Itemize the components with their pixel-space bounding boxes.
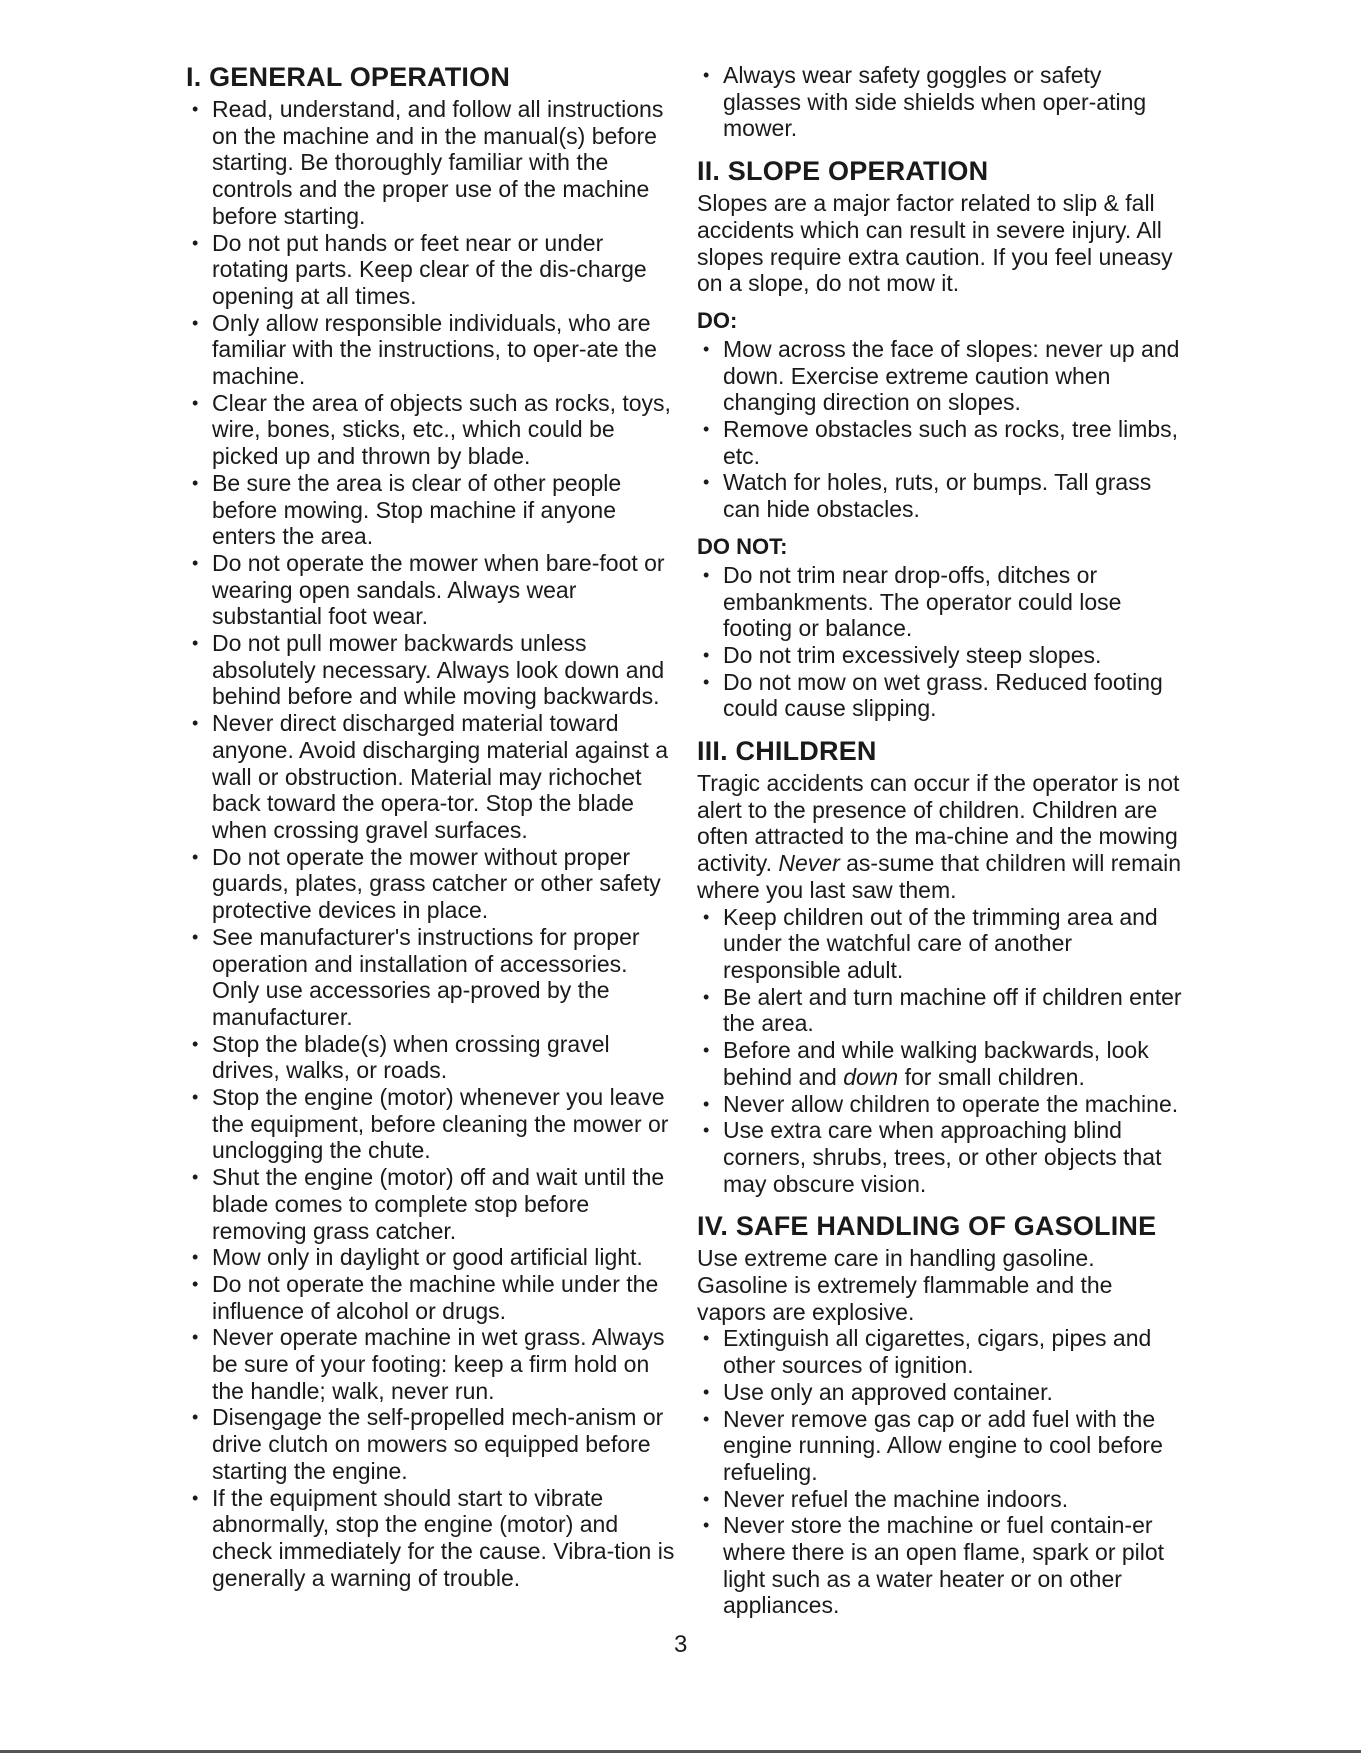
right-column (697, 62, 1182, 1619)
list-item: • Do not trim excessively steep slopes. (703, 641, 1102, 668)
bullet-icon: • (192, 1167, 199, 1188)
list-item: • Do not operate the mower without proper guards, plates, grass catcher or other safety protective devices in place. (192, 843, 661, 924)
list-item: • Stop the engine (motor) whenever you leave the equipment, before cleaning the mower or unclogging the chute. (192, 1084, 669, 1164)
children-intro: Tragic accidents can occur if the operator is not alert to the presence of children. Children are often attracted to the ma-chine and the mowing activity. Never as-sume that children will remain where you last saw them. (697, 770, 1182, 903)
left-column (186, 62, 676, 1591)
bullet-icon: • (703, 1408, 710, 1429)
bullet-icon: • (703, 338, 710, 359)
general-operation-list-continued (697, 62, 1182, 142)
list-item: • Never store the machine or fuel contain-er where there is an open flame, spark or pilot light such as a water heater or on other appliances. (703, 1512, 1165, 1619)
bullet-icon: • (703, 1120, 710, 1141)
bullet-icon: • (703, 1515, 710, 1536)
section-heading-slope-operation: II. SLOPE OPERATION (697, 156, 989, 187)
list-item: • Never refuel the machine indoors. (703, 1485, 1069, 1512)
list-item: • Never remove gas cap or add fuel with the engine running. Allow engine to cool before refueling. (703, 1405, 1163, 1485)
list-item: • Read, understand, and follow all instructions on the machine and in the manual(s) before starting. Be thoroughly familiar with the controls and the proper use of the machine before starting. (192, 96, 664, 229)
page-number: 3 (674, 1631, 688, 1658)
list-item: • Be alert and turn machine off if children enter the area. (703, 983, 1182, 1037)
bullet-icon: • (703, 906, 710, 927)
bullet-icon: • (192, 846, 199, 867)
list-item: • Do not operate the machine while under the influence of alcohol or drugs. (192, 1270, 659, 1324)
list-item: • Watch for holes, ruts, or bumps. Tall grass can hide obstacles. (703, 469, 1152, 523)
list-item: • Never direct discharged material toward anyone. Avoid discharging material against a wall or obstruction. Material may richochet back toward the opera-tor. Stop the blade when crossing gravel surfaces. (192, 710, 669, 843)
list-item: • Keep children out of the trimming area and under the watchful care of another responsible adult. (703, 903, 1158, 983)
bullet-icon: • (703, 671, 710, 692)
do-not-label: DO NOT: (697, 533, 788, 559)
bullet-icon: • (192, 1407, 199, 1428)
bullet-icon: • (192, 312, 199, 333)
list-item: • Never allow children to operate the machine. (703, 1090, 1179, 1117)
slope-do-not-list (697, 562, 1182, 722)
list-item: • Disengage the self-propelled mech-anism or drive clutch on mowers so equipped before starting the engine. (192, 1404, 664, 1484)
slope-intro: Slopes are a major factor related to slip & fall accidents which can result in severe injury. All slopes require extra caution. If you feel uneasy on a slope, do not mow it. (697, 190, 1173, 297)
list-item: • Do not trim near drop-offs, ditches or embankments. The operator could lose footing or balance. (703, 561, 1122, 642)
bullet-icon: • (192, 713, 199, 734)
bullet-icon: • (703, 65, 710, 85)
list-item: • Do not pull mower backwards unless absolutely necessary. Always look down and behind before and while moving backwards. (192, 630, 665, 710)
bullet-icon: • (192, 1273, 199, 1294)
bullet-icon: • (703, 564, 710, 585)
bullet-icon: • (703, 1040, 710, 1061)
bullet-icon: • (703, 1381, 710, 1402)
section-heading-general-operation: I. GENERAL OPERATION (186, 62, 511, 92)
list-item: • Extinguish all cigarettes, cigars, pipes and other sources of ignition. (703, 1325, 1152, 1379)
list-item: • Only allow responsible individuals, who are familiar with the instructions, to oper-ate the machine. (192, 309, 657, 390)
gasoline-list (697, 1325, 1182, 1619)
bullet-icon: • (192, 926, 199, 947)
bullet-icon: • (703, 1093, 710, 1114)
section-heading-safe-handling-gasoline: IV. SAFE HANDLING OF GASOLINE (697, 1211, 1157, 1242)
bullet-icon: • (703, 419, 710, 440)
list-item: • Clear the area of objects such as rocks, toys, wire, bones, sticks, etc., which could be picked up and thrown by blade. (192, 389, 671, 470)
bullet-icon: • (192, 552, 199, 573)
list-item: • Shut the engine (motor) off and wait until the blade comes to complete stop before removing grass catcher. (192, 1164, 665, 1244)
bullet-icon: • (192, 1247, 199, 1268)
bullet-icon: • (192, 1087, 199, 1108)
list-item: • Do not mow on wet grass. Reduced footing could cause slipping. (703, 668, 1163, 722)
bullet-icon: • (192, 392, 199, 413)
list-item: • Mow only in daylight or good artificial light. (192, 1244, 643, 1271)
bullet-icon: • (703, 472, 710, 493)
list-item: • Never operate machine in wet grass. Always be sure of your footing: keep a firm hold on the handle; walk, never run. (192, 1324, 665, 1404)
list-item: • If the equipment should start to vibrate abnormally, stop the engine (motor) and check immediately for the cause. Vibra-tion is generally a warning of trouble. (192, 1484, 675, 1591)
bullet-icon: • (192, 1033, 199, 1054)
do-label: DO: (697, 307, 738, 333)
bullet-icon: • (703, 1488, 710, 1509)
list-item: • Use extra care when approaching blind corners, shrubs, trees, or other objects that may obscure vision. (703, 1117, 1162, 1197)
list-item: • Always wear safety goggles or safety glasses with side shields when oper-ating mower. (703, 62, 1147, 142)
list-item: • See manufacturer's instructions for proper operation and installation of accessories. Only use accessories ap-proved by the manufacturer. (192, 923, 640, 1030)
slope-do-list (697, 336, 1182, 523)
list-item: • Do not put hands or feet near or under rotating parts. Keep clear of the dis-charge opening at all times. (192, 229, 647, 309)
list-item: • Stop the blade(s) when crossing gravel drives, walks, or roads. (192, 1030, 610, 1084)
list-item: • Before and while walking backwards, look behind and down for small children. (703, 1037, 1149, 1090)
bullet-icon: • (703, 1328, 710, 1349)
bullet-icon: • (192, 99, 199, 119)
list-item: • Use only an approved container. (703, 1378, 1053, 1405)
list-item: • Mow across the face of slopes: never up and down. Exercise extreme caution when changing direction on slopes. (703, 335, 1180, 416)
list-item: • Do not operate the mower when bare-foot or wearing open sandals. Always wear substantial foot wear. (192, 549, 665, 630)
section-heading-children: III. CHILDREN (697, 736, 877, 767)
bullet-icon: • (703, 986, 710, 1007)
gasoline-intro: Use extreme care in handling gasoline. Gasoline is extremely flammable and the vapors are explosive. (697, 1245, 1113, 1325)
bullet-icon: • (703, 644, 710, 665)
bullet-icon: • (192, 1487, 199, 1508)
list-item: • Remove obstacles such as rocks, tree limbs, etc. (703, 416, 1179, 469)
bullet-icon: • (192, 472, 199, 493)
bullet-icon: • (192, 232, 199, 253)
list-item: • Be sure the area is clear of other people before mowing. Stop machine if anyone enters the area. (192, 469, 622, 550)
bullet-icon: • (192, 1327, 199, 1348)
children-list (697, 904, 1182, 1198)
page-bottom-rule (0, 1750, 1361, 1753)
bullet-icon: • (192, 633, 199, 654)
general-operation-list (186, 96, 676, 1591)
